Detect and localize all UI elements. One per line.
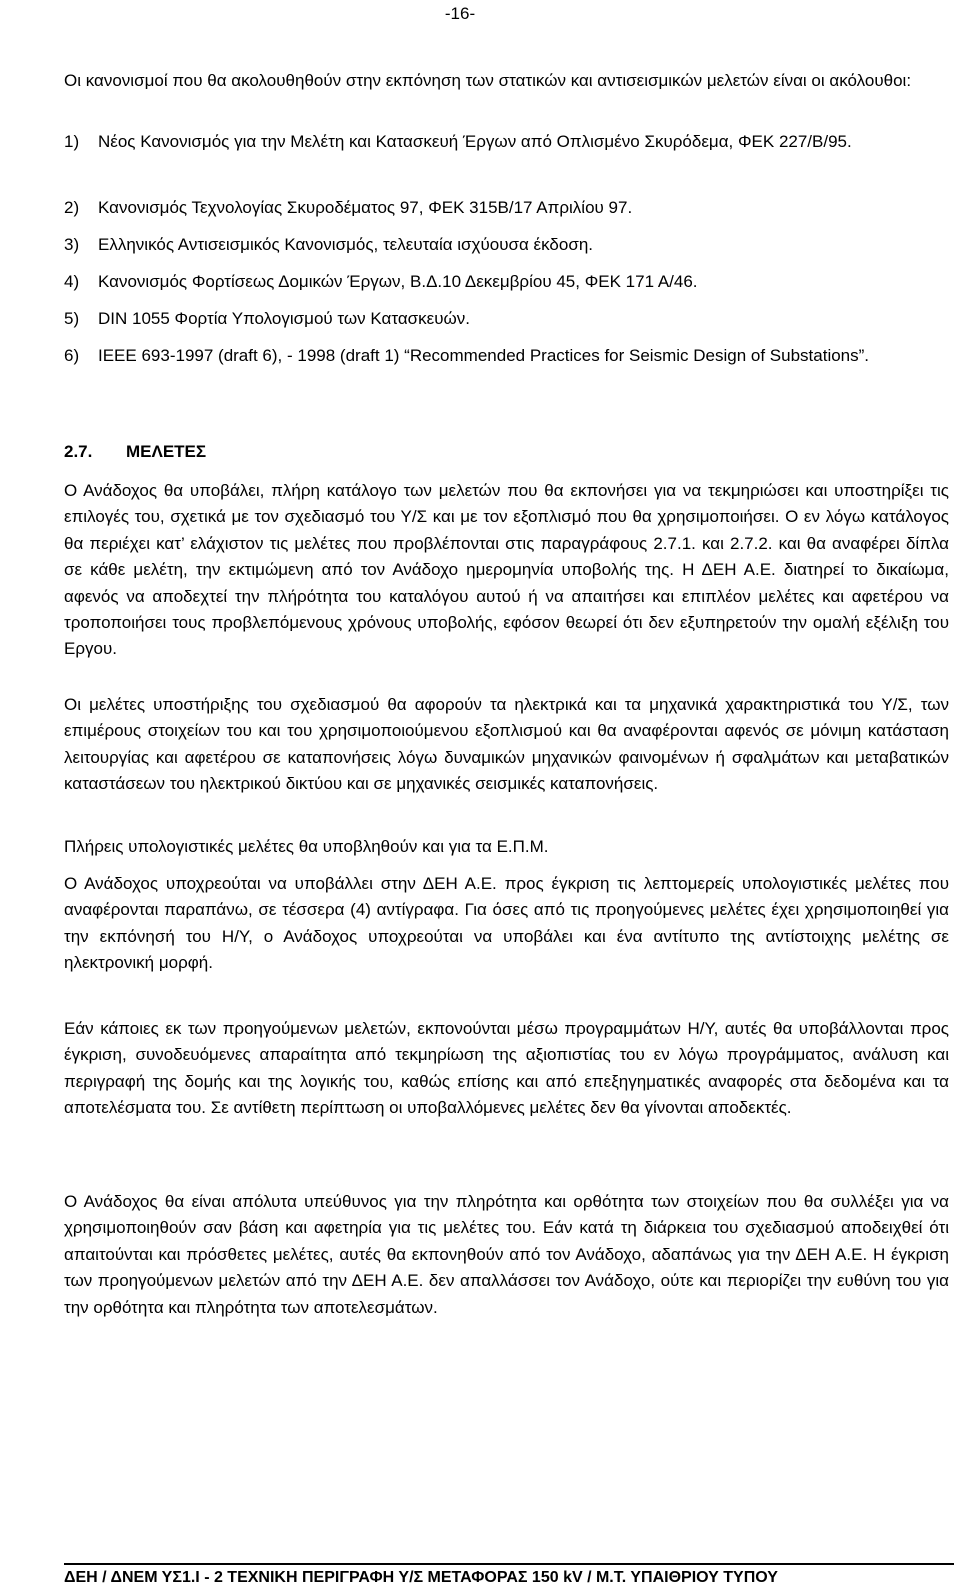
list-item-text: Κανονισμός Τεχνολογίας Σκυροδέματος 97, ΦΕΚ 315Β/17 Απριλίου 97.	[98, 198, 633, 217]
page-number: -16-	[444, 4, 476, 23]
section-number: 2.7.	[64, 442, 93, 461]
footer-text: ΔΕΗ / ΔΝΕΜ ΥΣ1.Ι - 2 ΤΕΧΝΙΚΗ ΠΕΡΙΓΡΑΦΗ Υ/Σ ΜΕΤΑΦΟΡΑΣ 150 kV / Μ.Τ. ΥΠΑΙΘΡΙΟΥ ΤΥΠΟΥ	[64, 1569, 778, 1586]
list-item	[64, 307, 949, 331]
paragraph-5: Εάν κάποιες εκ των προηγούμενων μελετών, εκπονούνται μέσω προγραμμάτων Η/Υ, αυτές θα υποβάλλονται προς έγκριση, συνοδευόμενες απαραίτητα από τεκμηρίωση της αξιοπιστίας του εν λόγω προγράμματος, ανάλυση και περιγραφή της δομής και της λογικής του, καθώς επίσης και από επεξηγηματικές αναφορές στα δεδομένα και τα αποτελέσματα του. Σε αντίθετη περίπτωση οι υποβαλλόμενες μελέτες δεν θα γίνονται αποδεκτές.	[64, 1019, 949, 1118]
paragraph-2: Οι μελέτες υποστήριξης του σχεδιασμού θα αφορούν τα ηλεκτρικά και τα μηχανικά χαρακτηριστικά του Υ/Σ, των επιμέρους στοιχείων του και του χρησιμοποιούμενου εξοπλισμού και θα αναφέρονται αφενός σε μόνιμη κατάσταση λειτουργίας και αφετέρου σε καταπονήσεις λόγω δυναμικών μηχανικών φαινομένων ή σφαλμάτων και μεταβατικών καταστάσεων του ηλεκτρικού δικτύου και σε μηχανικές σεισμικές καταπονήσεις.	[64, 695, 949, 794]
list-item-number: 6)	[64, 346, 80, 365]
list-item	[64, 344, 949, 368]
paragraph-6: Ο Ανάδοχος θα είναι απόλυτα υπεύθυνος για την πληρότητα και ορθότητα των στοιχείων που θα συλλέξει για να χρησιμοποιηθούν σαν βάση και αφετηρία για τις μελέτες του. Εάν κατά τη διάρκεια του σχεδιασμού αποδειχθεί ότι απαιτούνται και πρόσθετες μελέτες, αυτές θα εκπονηθούν από τον Ανάδοχο, αδαπάνως για την ΔΕΗ Α.Ε. Η έγκριση των προηγούμενων μελετών από την ΔΕΗ Α.Ε. δεν απαλλάσσει τον Ανάδοχο, ούτε και περιορίζει την ευθύνη του για την ορθότητα και πληρότητα των αποτελεσμάτων.	[64, 1192, 949, 1317]
list-item-text: IEEE 693-1997 (draft 6), - 1998 (draft 1) “Recommended Practices for Seismic Design of Substations”.	[98, 346, 870, 365]
list-item-number: 5)	[64, 309, 80, 328]
list-item	[64, 196, 949, 220]
list-item-text: DIN 1055 Φορτία Υπολογισμού των Κατασκευών.	[98, 309, 471, 328]
list-item-text: Κανονισμός Φορτίσεως Δομικών Έργων, Β.Δ.10 Δεκεμβρίου 45, ΦΕΚ 171 Α/46.	[98, 272, 698, 291]
list-item-number: 2)	[64, 198, 80, 217]
paragraph-1: Ο Ανάδοχος θα υποβάλει, πλήρη κατάλογο των μελετών που θα εκπονήσει για να τεκμηριώσει και υποστηρίξει τις επιλογές του, σχετικά με τον σχεδιασμό του Υ/Σ και με τον εξοπλισμό που θα χρησιμοποιήσει. Ο εν λόγω κατάλογος θα περιέχει κατ’ ελάχιστον τις μελέτες που προβλέπονται στις παραγράφους 2.7.1. και 2.7.2. και θα αναφέρει δίπλα σε κάθε μελέτη, την εκτιμώμενη από τον Ανάδοχο ημερομηνία υποβολής της. Η ΔΕΗ Α.Ε. διατηρεί το δικαίωμα, αφενός να αποδεχτεί την πλήρότητα του καταλόγου αυτού ή να απαιτήσει και επιπλέον μελέτες και αφετέρου να τροποποιήσει τους προβλεπόμενους χρόνους υποβολής, εφόσον θεωρεί ότι δεν εξυπηρετούν την ομαλή εξέλιξη του Εργου.	[64, 481, 949, 659]
section-title: ΜΕΛΕΤΕΣ	[126, 442, 207, 461]
list-item-number: 4)	[64, 272, 80, 291]
list-item	[64, 130, 949, 154]
list-item	[64, 270, 949, 294]
list-item-text: Νέος Κανονισμός για την Μελέτη και Κατασκευή Έργων από Οπλισμένο Σκυρόδεμα, ΦΕΚ 227/Β/95.	[98, 132, 852, 151]
section-heading	[64, 440, 206, 464]
list-item-text: Ελληνικός Αντισεισμικός Κανονισμός, τελευταία ισχύουσα έκδοση.	[98, 235, 594, 254]
page-footer	[64, 1563, 954, 1587]
paragraph-3: Πλήρεις υπολογιστικές μελέτες θα υποβληθούν και για τα Ε.Π.Μ.	[64, 837, 549, 856]
list-item-number: 3)	[64, 235, 80, 254]
paragraph-4: Ο Ανάδοχος υποχρεούται να υποβάλλει στην ΔΕΗ Α.Ε. προς έγκριση τις λεπτομερείς υπολογιστικές μελέτες που αναφέρονται παραπάνω, σε τέσσερα (4) αντίγραφα. Για όσες από τις προηγούμενες μελέτες έχει χρησιμοποιηθεί για την εκπόνησή του Η/Υ, ο Ανάδοχος υποχρεούται να υποβάλει και ένα αντίτυπο της αντίστοιχης μελέτης σε ηλεκτρονική μορφή.	[64, 874, 949, 973]
list-item	[64, 233, 949, 257]
intro-text: Οι κανονισμοί που θα ακολουθηθούν στην εκπόνηση των στατικών και αντισεισμικών μελετών είναι οι ακόλουθοι:	[64, 71, 912, 90]
list-item-number: 1)	[64, 132, 80, 151]
